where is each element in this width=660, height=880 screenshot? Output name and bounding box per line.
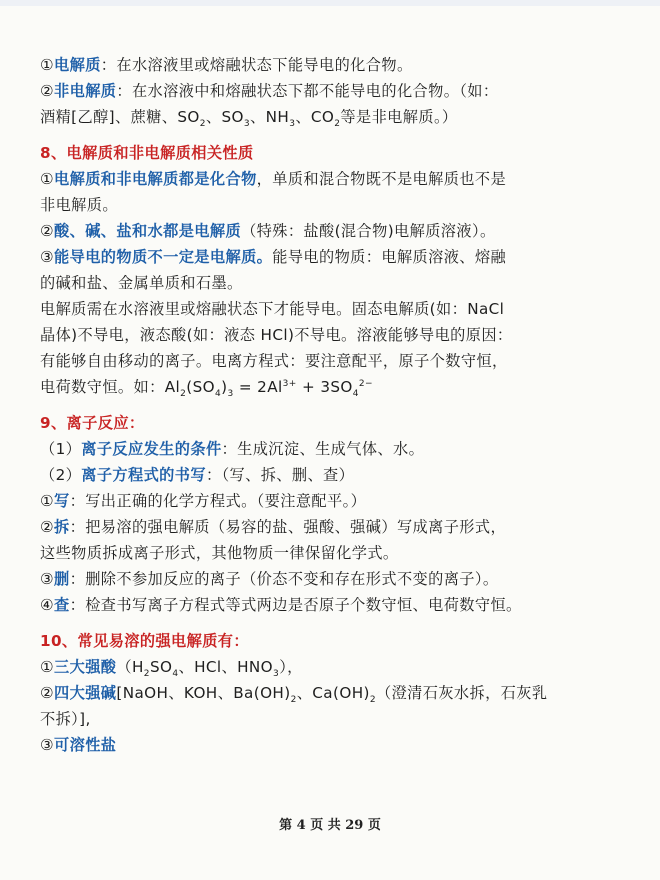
strong-bases: ②四大强碱[NaOH、KOH、$Ba(OH)_2$、$Ca(OH)_2$（澄清石灰水拆，石灰乳 — [40, 684, 548, 706]
sec8-point-3-cont: 的碱和盐、金属单质和石墨。 — [40, 274, 243, 292]
sec9-condition: （1）离子反应发生的条件：生成沉淀、生成气体、水。 — [40, 440, 425, 458]
section-8-title: 8、电解质和非电解质相关性质 — [40, 144, 254, 162]
step-delete: ③删：删除不参加反应的离子（价态不变和存在形式不变的离子）。 — [40, 570, 499, 588]
soluble-salts: ③可溶性盐 — [40, 736, 117, 754]
ionization-equation: 电荷数守恒。如：$Al_2(SO_4)_3 = 2Al^{3+} + 3SO_4^{2-}$ — [40, 378, 373, 400]
sec8-point-1-cont: 非电解质。 — [40, 196, 118, 214]
step-split-cont: 这些物质拆成离子形式，其他物质一律保留化学式。 — [40, 544, 399, 562]
top-border — [0, 0, 660, 6]
step-write: ①写：写出正确的化学方程式。（要注意配平。） — [40, 492, 367, 510]
sec8-point-2: ②酸、碱、盐和水都是电解质（特殊：盐酸(混合物)电解质溶液）。 — [40, 222, 496, 240]
section-10-title: 10、常见易溶的强电解质有： — [40, 632, 249, 650]
section-9-title: 9、离子反应： — [40, 414, 145, 432]
step-split: ②拆：把易溶的强电解质（易容的盐、强酸、强碱）写成离子形式， — [40, 518, 507, 536]
non-electrolyte-examples: 酒精[乙醇]、蔗糖、$SO_2$、$SO_3$、$NH_3$、$CO_2$等是非电解质。） — [40, 108, 458, 130]
sec8-point-3: ③能导电的物质不一定是电解质。能导电的物质：电解质溶液、熔融 — [40, 248, 507, 266]
strong-bases-cont: 不拆）], — [40, 710, 91, 728]
sec9-writing: （2）离子方程式的书写：（写、拆、删、查） — [40, 466, 355, 484]
sec8-point-1: ①电解质和非电解质都是化合物，单质和混合物既不是电解质也不是 — [40, 170, 507, 188]
definition-non-electrolyte: ②非电解质：在水溶液中和熔融状态下都不能导电的化合物。（如： — [40, 82, 499, 100]
sec8-para-line-3: 有能够自由移动的离子。电离方程式：要注意配平，原子个数守恒， — [40, 352, 508, 370]
definition-electrolyte: ①电解质：在水溶液里或熔融状态下能导电的化合物。 — [40, 56, 413, 74]
sec8-para-line-2: 晶体)不导电，液态酸(如：液态 HCl)不导电。溶液能够导电的原因： — [40, 326, 513, 344]
step-check: ④查：检查书写离子方程式等式两边是否原子个数守恒、电荷数守恒。 — [40, 596, 522, 614]
page-number: 第 4 页 共 29 页 — [279, 818, 381, 833]
sec8-para-line-1: 电解质需在水溶液里或熔融状态下才能导电。固态电解质(如：NaCl — [40, 300, 505, 318]
strong-acids: ①三大强酸（$H_2SO_4$、HCl、$HNO_3$）， — [40, 658, 303, 680]
